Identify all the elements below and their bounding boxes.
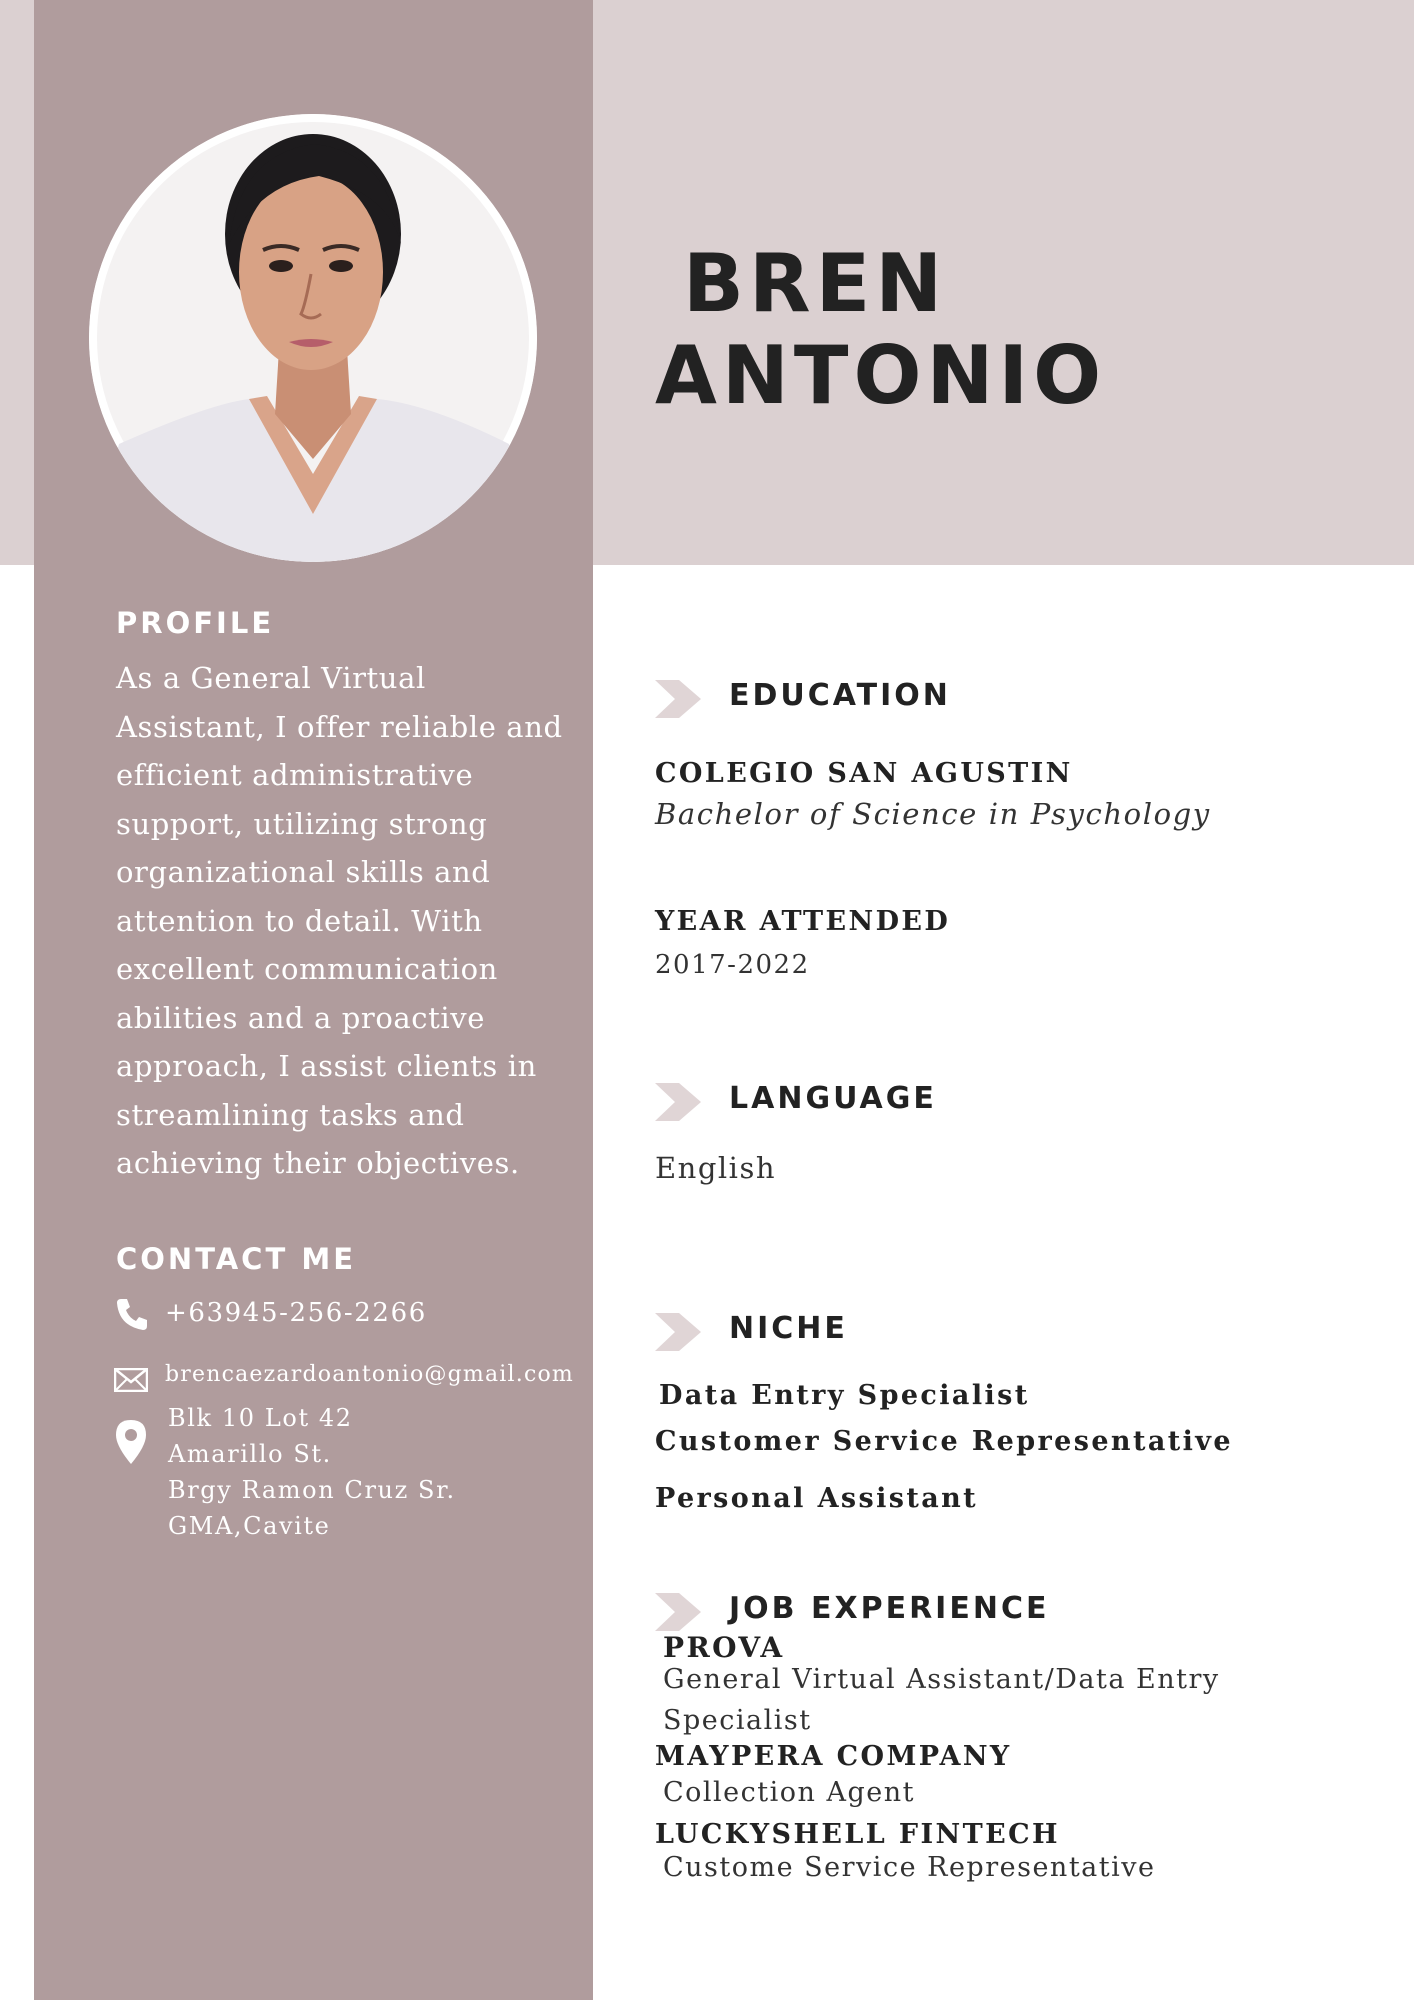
portrait-illustration bbox=[89, 114, 537, 562]
education-heading: EDUCATION bbox=[729, 678, 951, 713]
job-role: General Virtual Assistant/Data Entry bbox=[663, 1664, 1220, 1695]
envelope-icon bbox=[114, 1368, 148, 1392]
job-company: PROVA bbox=[663, 1631, 785, 1664]
niche-item: Personal Assistant bbox=[655, 1483, 979, 1514]
job-company: LUCKYSHELL FINTECH bbox=[655, 1819, 1060, 1850]
profile-text: As a General Virtual Assistant, I offer reliable and efficient administrative support, utilizing strong organizational skills and attention to detail. With excellent communication abilities and a proactive approach, I assist clients in streamlining tasks and achieving their objectives. bbox=[116, 661, 563, 1180]
profile-heading: PROFILE bbox=[116, 606, 275, 640]
address-text: Blk 10 Lot 42 Amarillo St. Brgy Ramon Cruz Sr. GMA,Cavite bbox=[168, 1404, 456, 1540]
school-name: COLEGIO SAN AGUSTIN bbox=[655, 758, 1073, 789]
niche-heading: NICHE bbox=[729, 1311, 848, 1346]
job-company: MAYPERA COMPANY bbox=[655, 1741, 1012, 1772]
job-role: Custome Service Representative bbox=[663, 1852, 1156, 1883]
chevron-icon bbox=[655, 1593, 701, 1631]
last-name: ANTONIO bbox=[655, 329, 1107, 422]
location-pin-icon bbox=[114, 1418, 148, 1466]
years-attended: 2017-2022 bbox=[655, 950, 810, 980]
chevron-icon bbox=[655, 680, 701, 718]
first-name: BREN bbox=[683, 237, 948, 330]
language-heading: LANGUAGE bbox=[729, 1081, 937, 1116]
phone-icon bbox=[114, 1296, 150, 1332]
niche-item: Customer Service Representative bbox=[655, 1426, 1233, 1457]
language-value: English bbox=[655, 1151, 777, 1185]
job-role-continued: Specialist bbox=[663, 1705, 812, 1736]
profile-photo bbox=[89, 114, 537, 562]
year-attended-label: YEAR ATTENDED bbox=[655, 906, 951, 937]
chevron-icon bbox=[655, 1083, 701, 1121]
candidate-name bbox=[655, 238, 1355, 422]
email-address: brencaezardoantonio@gmail.com bbox=[165, 1362, 574, 1387]
job-role: Collection Agent bbox=[663, 1777, 915, 1808]
phone-number: +63945-256-2266 bbox=[165, 1298, 427, 1328]
degree: Bachelor of Science in Psychology bbox=[655, 797, 1211, 831]
chevron-icon bbox=[655, 1313, 701, 1351]
experience-heading: JOB EXPERIENCE bbox=[729, 1591, 1050, 1626]
contact-heading: CONTACT ME bbox=[116, 1242, 357, 1276]
niche-item: Data Entry Specialist bbox=[659, 1380, 1030, 1411]
